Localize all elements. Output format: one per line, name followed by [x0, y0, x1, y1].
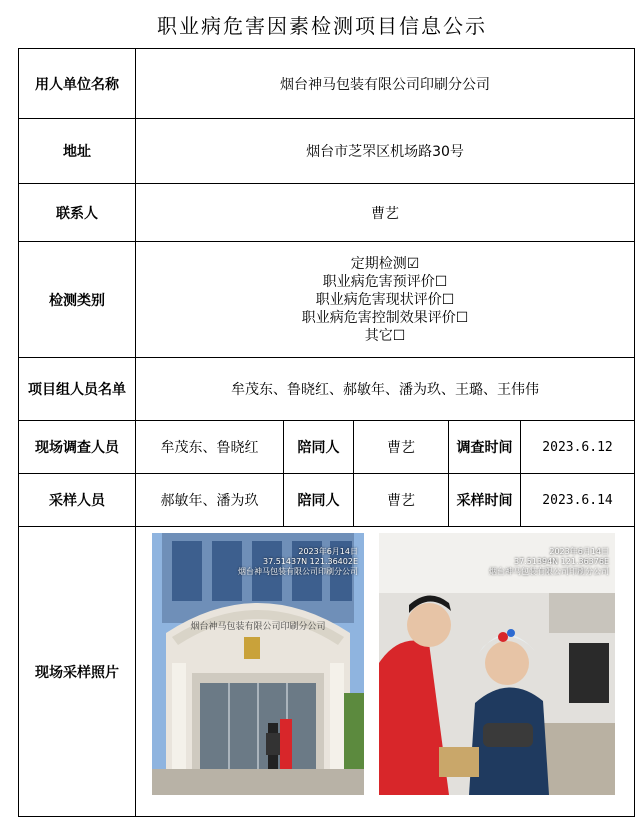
- row-team: [19, 358, 635, 421]
- row-contact: [19, 184, 635, 242]
- page-title: 职业病危害因素检测项目信息公示: [157, 14, 487, 38]
- info-table: [18, 48, 635, 817]
- sampling-value: 郝敏年、潘为玖: [136, 474, 284, 527]
- survey-companion: 曹艺: [354, 421, 449, 474]
- option-status-assessment: 职业病危害现状评价☐: [315, 291, 455, 308]
- photo1-watermark: 2023年6月14日 37.51437N 121.36402E 烟台神马包装有限公司印刷分公司: [238, 547, 358, 576]
- employer-value: 烟台神马包装有限公司印刷分公司: [136, 49, 635, 119]
- sampling-time-label: 采样时间: [449, 474, 521, 527]
- survey-label: 现场调查人员: [19, 421, 136, 474]
- sampling-label: 采样人员: [19, 474, 136, 527]
- option-other: 其它☐: [364, 327, 406, 344]
- photos-cell: [136, 527, 635, 817]
- option-periodic: 定期检测☑: [350, 255, 420, 272]
- survey-value: 牟茂东、鲁晓红: [136, 421, 284, 474]
- detection-type-label: 检测类别: [19, 242, 136, 358]
- contact-value: 曹艺: [136, 184, 635, 242]
- sampling-companion-label: 陪同人: [284, 474, 354, 527]
- option-control-assessment: 职业病危害控制效果评价☐: [301, 309, 469, 326]
- row-photos: [19, 527, 635, 817]
- team-value: 牟茂东、鲁晓红、郝敏年、潘为玖、王璐、王伟伟: [136, 358, 635, 421]
- sampling-companion: 曹艺: [354, 474, 449, 527]
- contact-label: 联系人: [19, 184, 136, 242]
- row-employer: [19, 49, 635, 119]
- employer-label: 用人单位名称: [19, 49, 136, 119]
- row-sampling: [19, 474, 635, 527]
- survey-companion-label: 陪同人: [284, 421, 354, 474]
- survey-time: 2023.6.12: [521, 421, 635, 474]
- option-pre-assessment: 职业病危害预评价☐: [322, 273, 448, 290]
- survey-time-label: 调查时间: [449, 421, 521, 474]
- photo-building-entrance: [152, 533, 364, 795]
- photos-label: 现场采样照片: [19, 527, 136, 817]
- photo-sampling-scene: [379, 533, 615, 795]
- photo2-watermark: 2023年6月14日 37.51394N 121.36376E 烟台神马包装有限公司印刷分公司: [489, 547, 609, 576]
- address-value: 烟台市芝罘区机场路30号: [136, 119, 635, 184]
- sampling-time: 2023.6.14: [521, 474, 635, 527]
- row-address: [19, 119, 635, 184]
- row-detection-type: [19, 242, 635, 358]
- team-label: 项目组人员名单: [19, 358, 136, 421]
- row-survey: [19, 421, 635, 474]
- address-label: 地址: [19, 119, 136, 184]
- building-sign-text: 烟台神马包装有限公司印刷分公司: [190, 622, 326, 632]
- detection-type-options: [136, 242, 635, 358]
